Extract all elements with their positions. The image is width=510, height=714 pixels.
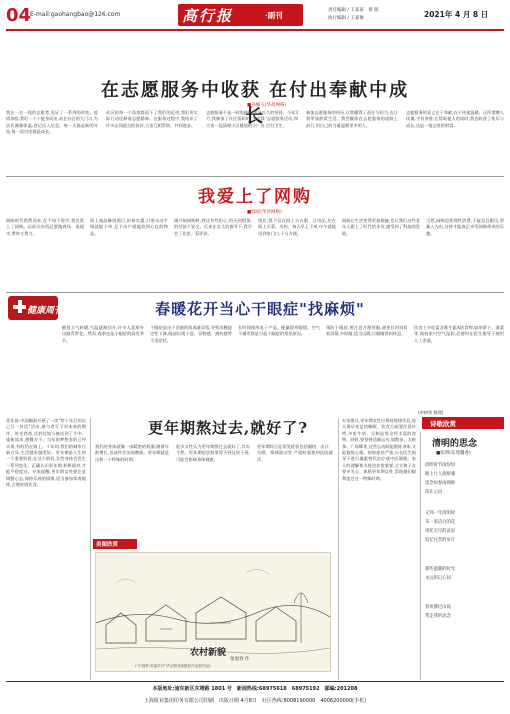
article-column: 我们的身体就像一部精密的机器,随着年龄增长,各部件会出现磨损。更年期就是这样一个特殊的时期。 <box>95 444 169 462</box>
poem-title: 清明的思念 <box>432 439 478 449</box>
image-section-label: 美图欣赏 <box>96 542 119 548</box>
article-byline: ■郭瑶(华泾网格) <box>247 210 282 215</box>
article-column: 很多女性认为更年期熬过去就好了,其实不然。更年期症状如果得不到及时干预,可能会影响身体健康。 <box>176 444 250 462</box>
poem-line: 又到一年清明时 <box>425 511 456 516</box>
article-column: 饮食上多吃富含维生素A的食物,如胡萝卜、菠菜等,保持室内空气湿润,必要时在医生指导下使用人工泪液。 <box>414 325 504 343</box>
email-address[interactable]: E-mail:gaohangbao@126.com <box>30 11 121 18</box>
issue-date: 2021年 4 月 8 日 <box>424 10 489 19</box>
poem-line: 清明时节雨纷纷 <box>425 463 456 468</box>
column-divider <box>90 418 91 680</box>
poem-section-label: 诗歌欣赏 <box>430 419 456 428</box>
article-column: 随着天气转暖,气温逐渐回升,许多人喜欢外出踏青赏花。然而,春季也是干眼症的高发季节。 <box>62 325 144 343</box>
article-column: 我在一名一线的志愿者,见证了一系列的改变。疫情来临,我们一个个挺身而出,站在社区的大门口,为居民测量体温,登记出入信息。每一天都是新的开始,每一次付出都是成长。 <box>6 110 98 135</box>
poem-line: 落在心田 <box>425 490 443 495</box>
image-artist: 张旭春 作 <box>230 657 250 662</box>
article-column: 长时间使用电子产品、配戴隐形眼镜、空气干燥等都是引起干眼症的常见原因。 <box>238 325 320 337</box>
article-title: 更年期熬过去,就好了? <box>147 419 308 437</box>
footer-printing-info: 上海报业集团印务有限公司印刷 出版日期 4月8日 社区热线:8008190000 4006200000(手机) <box>143 698 367 704</box>
article-title: 我爱上了网购 <box>198 187 312 207</box>
article-column: 预防干眼症,要注意合理用眼,避免长时间盯着屏幕,多眨眼,适当远眺,让眼睛得到休息。 <box>326 325 408 337</box>
image-title: 农村新貌 <box>190 648 227 658</box>
section-divider <box>6 176 504 177</box>
article-column: 网购时代悄然而来,在不知不觉中,我也爱上了网购。以前买东西总要跑商场、逛超市,费时又费力。 <box>6 218 84 236</box>
poem-line: 寄托无尽的哀思 <box>425 529 456 534</box>
footer-address: 本版地址:浦东新区东靖路 1801 号 新闻热线:68975618 68975192 邮编:201208 <box>152 686 358 692</box>
article-column: 网购让生活变得更加便捷,也让我们这些老年人跟上了时代的步伐,感受到了科技的发展。 <box>342 218 420 236</box>
poem-line: 永远铭记心间 <box>425 576 451 581</box>
article-column: 社区的每一个角落都留下了我们的足迹,我们用实际行动诠释着志愿精神。在服务过程中,我结识了许多志同道合的伙伴,大家互相帮助、共同进步。 <box>106 110 198 128</box>
right-column-text: 专家建议,更年期女性应保持规律作息,每天保证充足的睡眠。饮食方面要注意补钙,多吃牛奶、豆制品等含钙丰富的食物。同时,要坚持适量运动,如散步、太极拳、广场舞等,这些运动既能锻炼身体,又能愉悦心情。如果症状严重,应在医生指导下进行激素替代治疗或中医调理。家人的理解和支持也非常重要,丈夫和子女要多关心、体贴更年期女性,帮助她们顺利度过这一特殊时期。 <box>342 418 416 481</box>
article-title: 在志愿服务中收获 在付出奉献中成长 <box>100 80 410 127</box>
image-caption: ("中国梦·美丽乡村"华泾镇书画摄影作品展作品) <box>135 664 211 668</box>
left-column-text: 喜年前,中国邮政开展了一次"给十年后的自己写一封信"活动,参与者写下对未来的期许。时光荏苒,这封信如今被送到了手中。重新读来,感慨万千。当年的梦想有的已经实现,有的仍在路上。十年间,我们的城市日新月异,生活越来越美好。更年期是人生的一个重要阶段,在这个阶段,女性身体会发生一系列变化。正确认识更年期,积极面对,才能平稳度过。专家提醒,更年期女性要注意调整心态,保持乐观的情绪,适当参加体育锻炼,合理安排饮食。 <box>6 418 86 488</box>
footer-divider <box>6 681 504 682</box>
poem-line: 追忆往昔的岁月 <box>425 538 456 543</box>
article-title: 春暖花开当心干眼症"找麻烦" <box>155 300 365 318</box>
article-column: 志愿服务不是一时的热情,而是长久的坚持。今年3月,我参加了社区组织的"学雷锋"志愿服务活动,和大家一起清理小区楼道的小广告,打扫卫生。 <box>206 110 298 128</box>
column-divider <box>420 432 421 680</box>
column-divider <box>338 418 339 680</box>
poem-line: 路上行人欲断魂 <box>425 472 456 477</box>
masthead-title: 高行报 <box>182 7 234 25</box>
article-column: 网上商品琳琅满目,价格实惠,只要动动手指就能下单,足不出户就能收到心仪的物品。 <box>90 218 168 236</box>
poem-line: 思念如春雨绵绵 <box>425 481 456 486</box>
poem-line: 带走我的思念 <box>425 614 451 619</box>
medical-cross-icon <box>13 300 26 313</box>
poem-author: ■张明(东苑馨香) <box>436 451 471 456</box>
health-section-label: 健康周刊 <box>27 306 64 316</box>
article-column: 干眼症是由于泪液的质或量异常,导致泪膜稳定性下降,眼部出现干涩、异物感、烧灼感等不适症状。 <box>150 325 232 343</box>
poem-line: 那些温暖的时光 <box>425 567 456 572</box>
article-column: 刚开始网购时,我还有些担心,怕买到假货,怕付款不安全。后来在女儿的指导下,我学会了比价、看评价。 <box>174 218 252 236</box>
section-divider <box>6 292 504 293</box>
article-byline: (余树荣 整理) <box>418 410 444 415</box>
editor-credit: 责任编辑 / 王家泰 排 版 <box>328 8 379 13</box>
article-column: 志愿服务的意义在于奉献,在于传递温暖。正所谓赠人玫瑰,手有余香,在帮助他人的同时,我也收获了快乐与成长,这是一笔宝贵的财富。 <box>406 110 504 128</box>
article-column: 当然,网购也要理性消费,不能盲目跟风,要量入为出,这样才能真正享受网购带来的乐趣。 <box>426 218 504 236</box>
poem-line: 采一束洁白的花 <box>425 520 456 525</box>
poem-line: 春风拂过山岗 <box>425 605 451 610</box>
article-column: 参加志愿服务的经历,让我懂得了责任与担当,也让我更加热爱生活。我会继续在志愿服务的道路上前行,用自己的力量温暖更多的人。 <box>306 110 398 128</box>
page-number: 04 <box>6 5 32 26</box>
header-divider <box>6 29 504 31</box>
article-byline: ■孙佩玉(华高网格) <box>247 103 287 108</box>
article-column: 更年期综合征常见症状包括潮热、出汗、失眠、情绪波动等,严重时需要到医院就诊。 <box>257 444 333 462</box>
article-column: 现在,我不仅在网上买衣服、日用品,还在网上买菜、买药。每天早上下单,中午就能送到家门口,十分方便。 <box>258 218 336 236</box>
executive-editor-credit: 执行编辑 / 王嘉俊 <box>328 16 364 21</box>
section-name: ·副刊 <box>265 11 283 20</box>
